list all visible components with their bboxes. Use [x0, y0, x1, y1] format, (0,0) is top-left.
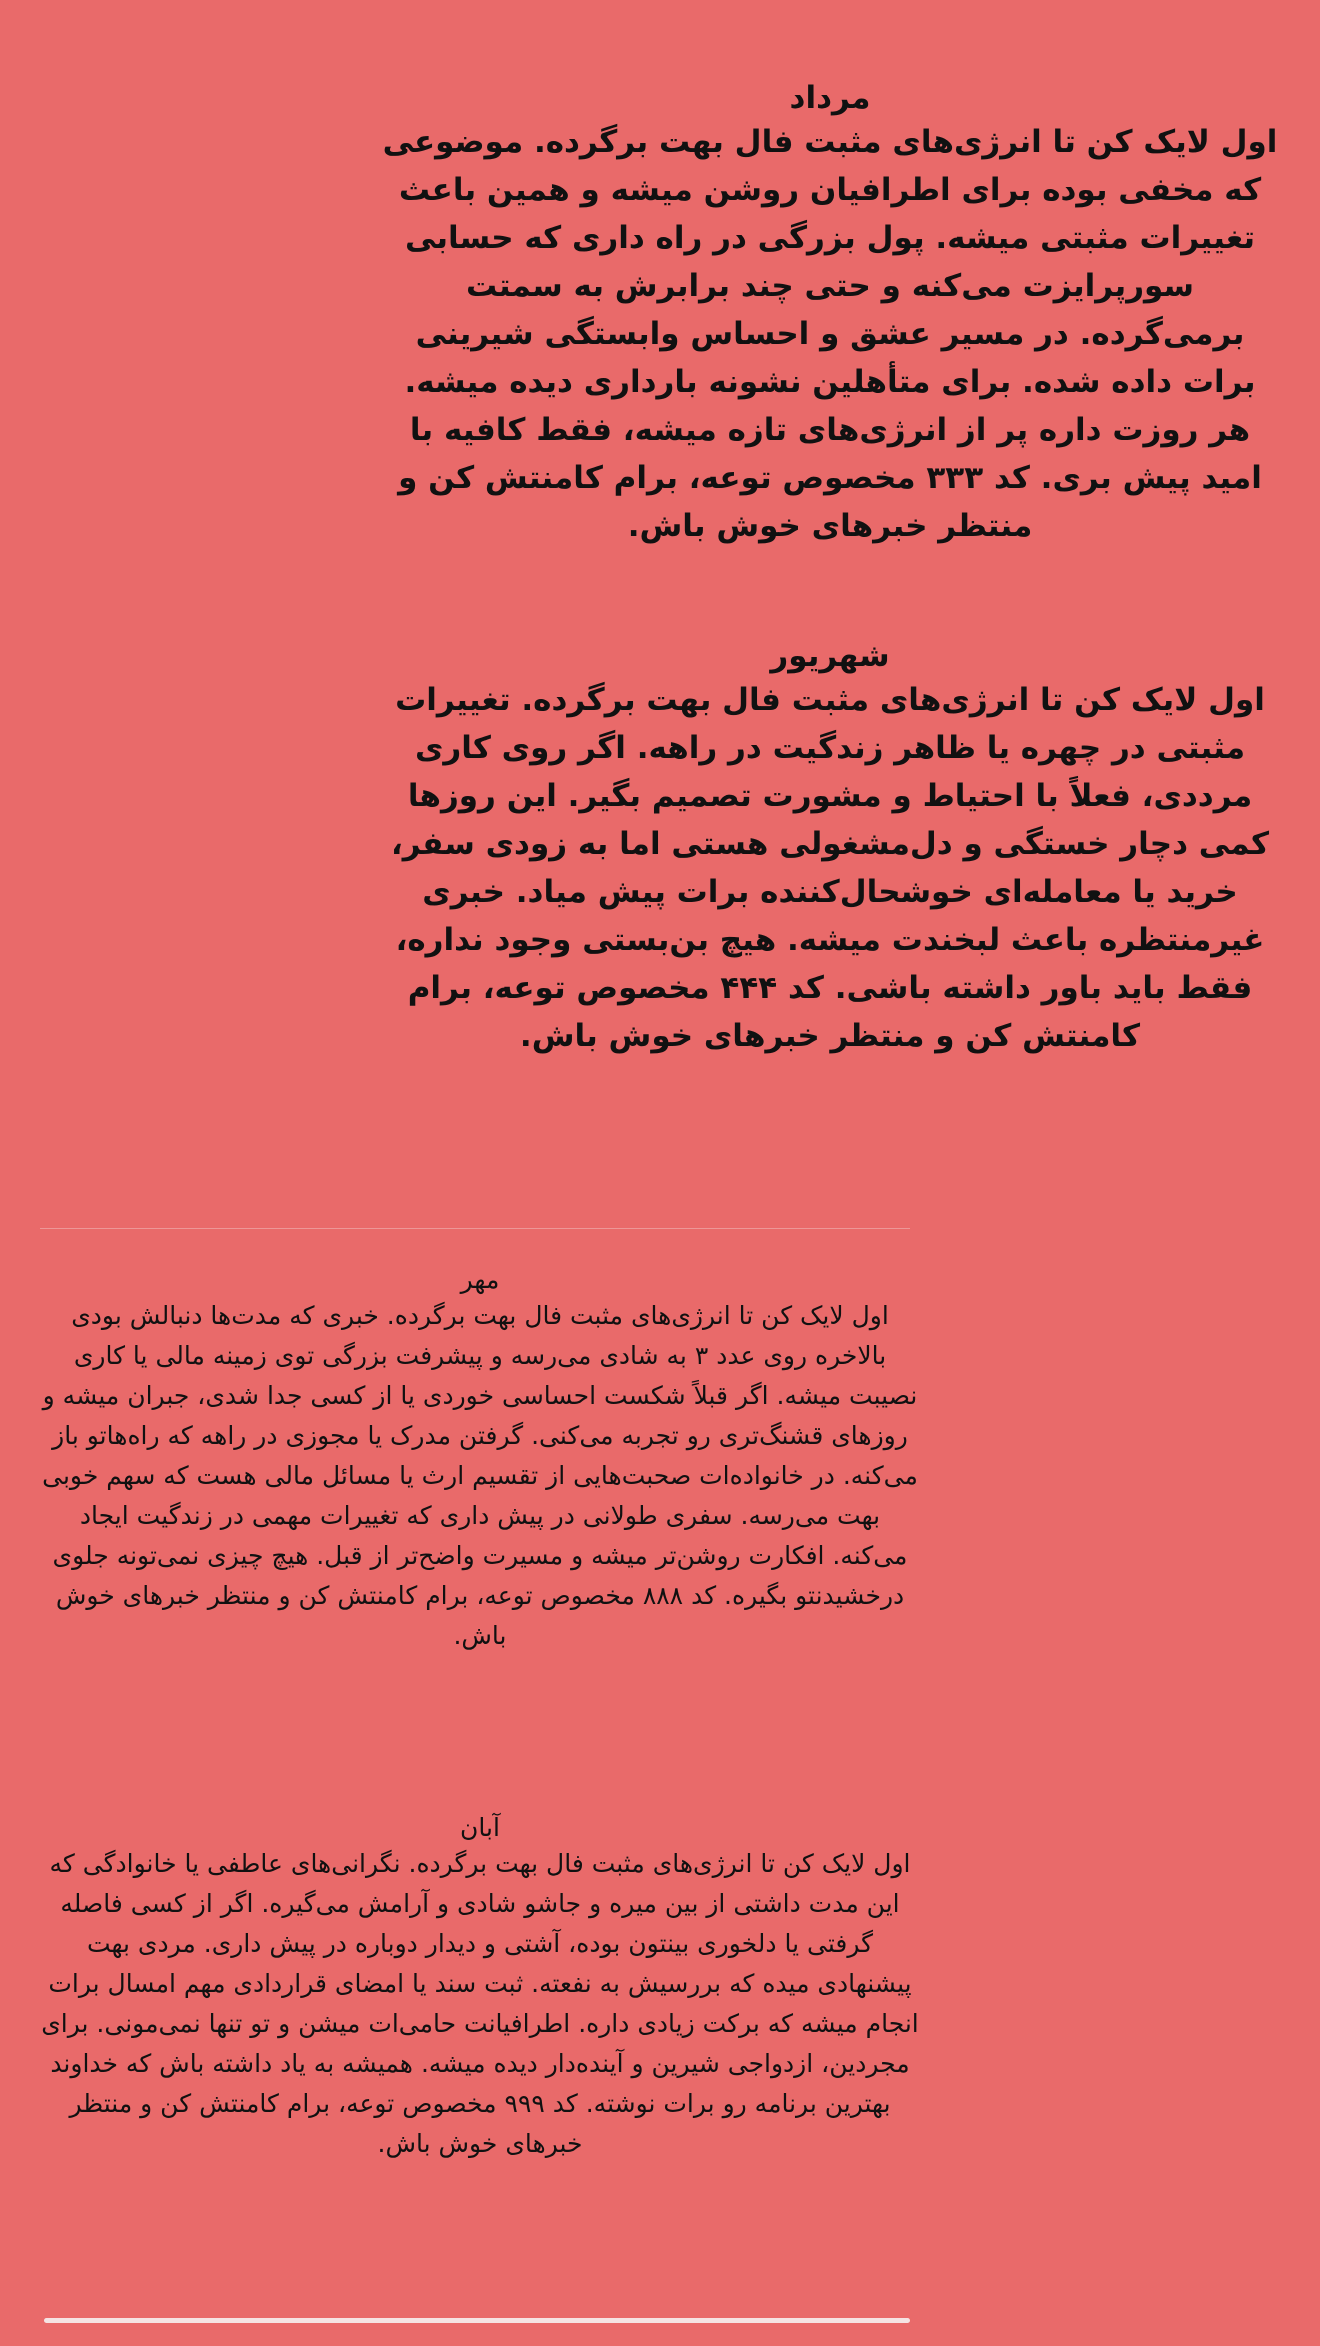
horoscope-section-mordad — [380, 78, 1280, 550]
month-title: شهریور — [770, 638, 890, 674]
month-title: مرداد — [789, 80, 871, 116]
horoscope-section-aban — [40, 1812, 920, 2164]
bottom-divider — [44, 2318, 910, 2323]
month-title: مهر — [460, 1265, 500, 1294]
month-title: آبان — [460, 1813, 500, 1842]
horoscope-text: اول لایک کن تا انرژی‌های مثبت فال بهت برگرده. موضوعی که مخفی بوده برای اطرافیان روشن میشه و همین باعث تغییرات مثبتی میشه. پول بزرگی در راه داری که حسابی سورپرایزت می‌کنه و حتی چند برابرش به سمتت برمی‌گرده. در مسیر عشق و احساس وابستگی شیرینی برات داده شده. برای متأهلین نشونه بارداری دیده میشه. هر روزت داره پر از انرژی‌های تازه میشه، فقط کافیه با امید پیش بری. کد ۳۳۳ مخصوص توعه، برام کامنتش کن و منتظر خبرهای خوش باش. — [382, 124, 1278, 544]
horoscope-text: اول لایک کن تا انرژی‌های مثبت فال بهت برگرده. خبری که مدت‌ها دنبالش بودی بالاخره روی عدد ۳ به شادی می‌رسه و پیشرفت بزرگی توی زمینه مالی یا کاری نصیبت میشه. اگر قبلاً شکست احساسی خوردی یا از کسی جدا شدی، جبران میشه و روزهای قشنگ‌تری رو تجربه می‌کنی. گرفتن مدرک یا مجوزی در راهه که راه‌هاتو باز می‌کنه. در خانواده‌ات صحبت‌هایی از تقسیم ارث یا مسائل مالی هست که سهم خوبی بهت می‌رسه. سفری طولانی در پیش داری که تغییرات مهمی در زندگیت ایجاد می‌کنه. افکارت روشن‌تر میشه و مسیرت واضح‌تر از قبل. هیچ چیزی نمی‌تونه جلوی درخشیدنتو بگیره. کد ۸۸۸ مخصوص توعه، برام کامنتش کن و منتظر خبرهای خوش باش. — [42, 1301, 918, 1650]
horoscope-section-mehr — [40, 1264, 920, 1656]
horoscope-section-shahrivar — [380, 636, 1280, 1060]
horoscope-text: اول لایک کن تا انرژی‌های مثبت فال بهت برگرده. تغییرات مثبتی در چهره یا ظاهر زندگیت در راهه. اگر روی کاری مرددی، فعلاً با احتیاط و مشورت تصمیم بگیر. این روزها کمی دچار خستگی و دل‌مشغولی هستی اما به زودی سفر، خرید یا معامله‌ای خوشحال‌کننده برات پیش میاد. خبری غیرمنتظره باعث لبخندت میشه. هیچ بن‌بستی وجود نداره، فقط باید باور داشته باشی. کد ۴۴۴ مخصوص توعه، برام کامنتش کن و منتظر خبرهای خوش باش. — [391, 682, 1269, 1054]
section-divider — [40, 1228, 910, 1229]
horoscope-text: اول لایک کن تا انرژی‌های مثبت فال بهت برگرده. نگرانی‌های عاطفی یا خانوادگی که این مدت داشتی از بین میره و جاشو شادی و آرامش می‌گیره. اگر از کسی فاصله گرفتی یا دلخوری بینتون بوده، آشتی و دیدار دوباره در پیش داری. مردی بهت پیشنهادی میده که بررسیش به نفعته. ثبت سند یا امضای قراردادی مهم امسال برات انجام میشه که برکت زیادی داره. اطرافیانت حامی‌ات میشن و تو تنها نمی‌مونی. برای مجردین، ازدواجی شیرین و آینده‌دار دیده میشه. همیشه به یاد داشته باش که خداوند بهترین برنامه رو برات نوشته. کد ۹۹۹ مخصوص توعه، برام کامنتش کن و منتظر خبرهای خوش باش. — [41, 1849, 919, 2158]
